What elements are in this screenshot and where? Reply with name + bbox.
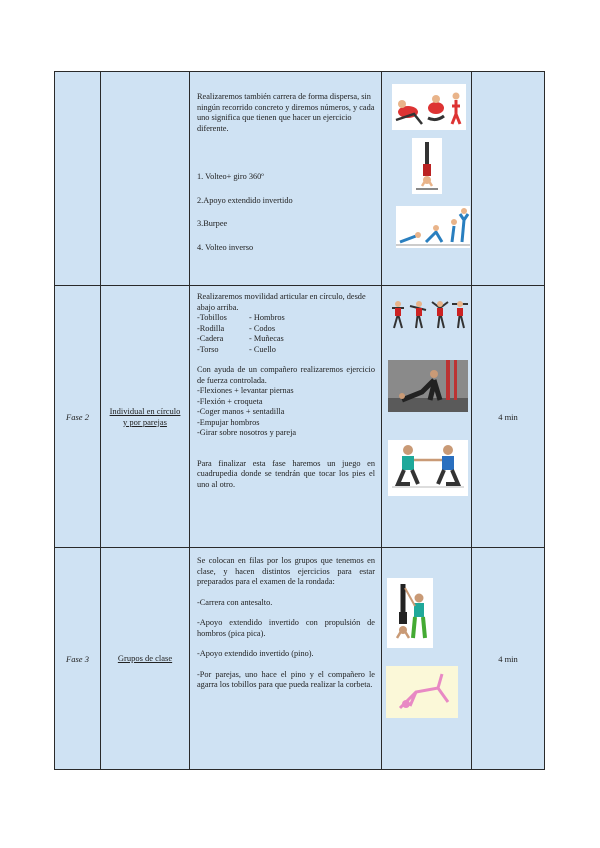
list-item: -Apoyo extendido invertido con propulsión de hombros (pica pica).	[197, 618, 375, 638]
list-item: -Empujar hombros	[197, 417, 260, 427]
description-intro: Realizaremos movilidad articular en círculo, desde abajo arriba.	[197, 292, 366, 312]
table-row	[55, 286, 545, 548]
partner-squat-image	[388, 440, 468, 496]
phase-cell: Fase 2	[55, 286, 101, 548]
group-cell	[101, 72, 190, 286]
list-item: -Por parejas, uno hace el pino y el compañero le agarra los tobillos para que pueda realizar la corbeta.	[197, 669, 375, 689]
description-cell	[190, 548, 382, 770]
phase-cell: Fase 3	[55, 548, 101, 770]
lesson-plan-table	[54, 71, 545, 770]
list-item: 2.Apoyo extendido invertido	[197, 195, 293, 205]
table-row	[55, 548, 545, 770]
table-row	[55, 72, 545, 286]
phase-cell	[55, 72, 101, 286]
cartwheel-image	[386, 666, 458, 718]
description-intro: Se colocan en filas por los grupos que tenemos en clase, y hacen distintos ejercicios para estar preparados para el examen de la rondada:	[197, 556, 375, 586]
group-cell: Individual en círculo y por parejas	[101, 286, 190, 548]
images-cell	[382, 286, 472, 548]
time-cell	[472, 72, 545, 286]
list-item: 4. Volteo inverso	[197, 242, 254, 252]
forward-roll-image	[392, 84, 466, 130]
description-cell	[190, 286, 382, 548]
list-item: 3.Burpee	[197, 219, 228, 228]
time-cell: 4 min	[472, 286, 545, 548]
handstand-image	[412, 138, 442, 194]
assisted-handstand-image	[387, 578, 433, 648]
list-item: -Flexión + croqueta	[197, 396, 263, 406]
list-item: 1. Volteo+ giro 360º	[197, 172, 264, 181]
list-item: -Cadera - Muñecas	[197, 334, 284, 343]
list-item: -Carrera con antesalto.	[197, 597, 273, 607]
images-cell	[382, 72, 472, 286]
description-cell	[190, 72, 382, 286]
time-cell: 4 min	[472, 548, 545, 770]
burpee-image	[396, 206, 470, 248]
joint-list	[197, 313, 375, 355]
list-item: -Coger manos + sentadilla	[197, 407, 285, 416]
partner-strength-image	[388, 360, 468, 412]
description-intro: Realizaremos también carrera de forma dispersa, sin ningún recorrido concreto y diremos números, y cada uno significa que tienen que hacer un ejercicio diferente.	[197, 92, 375, 133]
partner-intro: Con ayuda de un compañero realizaremos ejercicio de fuerza controlada.	[197, 365, 375, 385]
list-item: -Rodilla - Codos	[197, 323, 276, 333]
images-cell	[382, 548, 472, 770]
list-item: -Flexiones + levantar piernas	[197, 386, 294, 395]
list-item: -Tobillos - Hombros	[197, 313, 285, 322]
list-item: -Torso - Cuello	[197, 344, 276, 354]
list-item: -Apoyo extendido invertido (pino).	[197, 649, 314, 658]
group-cell: Grupos de clase	[101, 548, 190, 770]
game-description: Para finalizar esta fase haremos un juego en cuadrupedia donde se tendrán que tocar los pies el uno al otro.	[197, 458, 375, 489]
list-item: -Girar sobre nosotros y pareja	[197, 428, 297, 437]
joint-mobility-image	[388, 294, 472, 332]
